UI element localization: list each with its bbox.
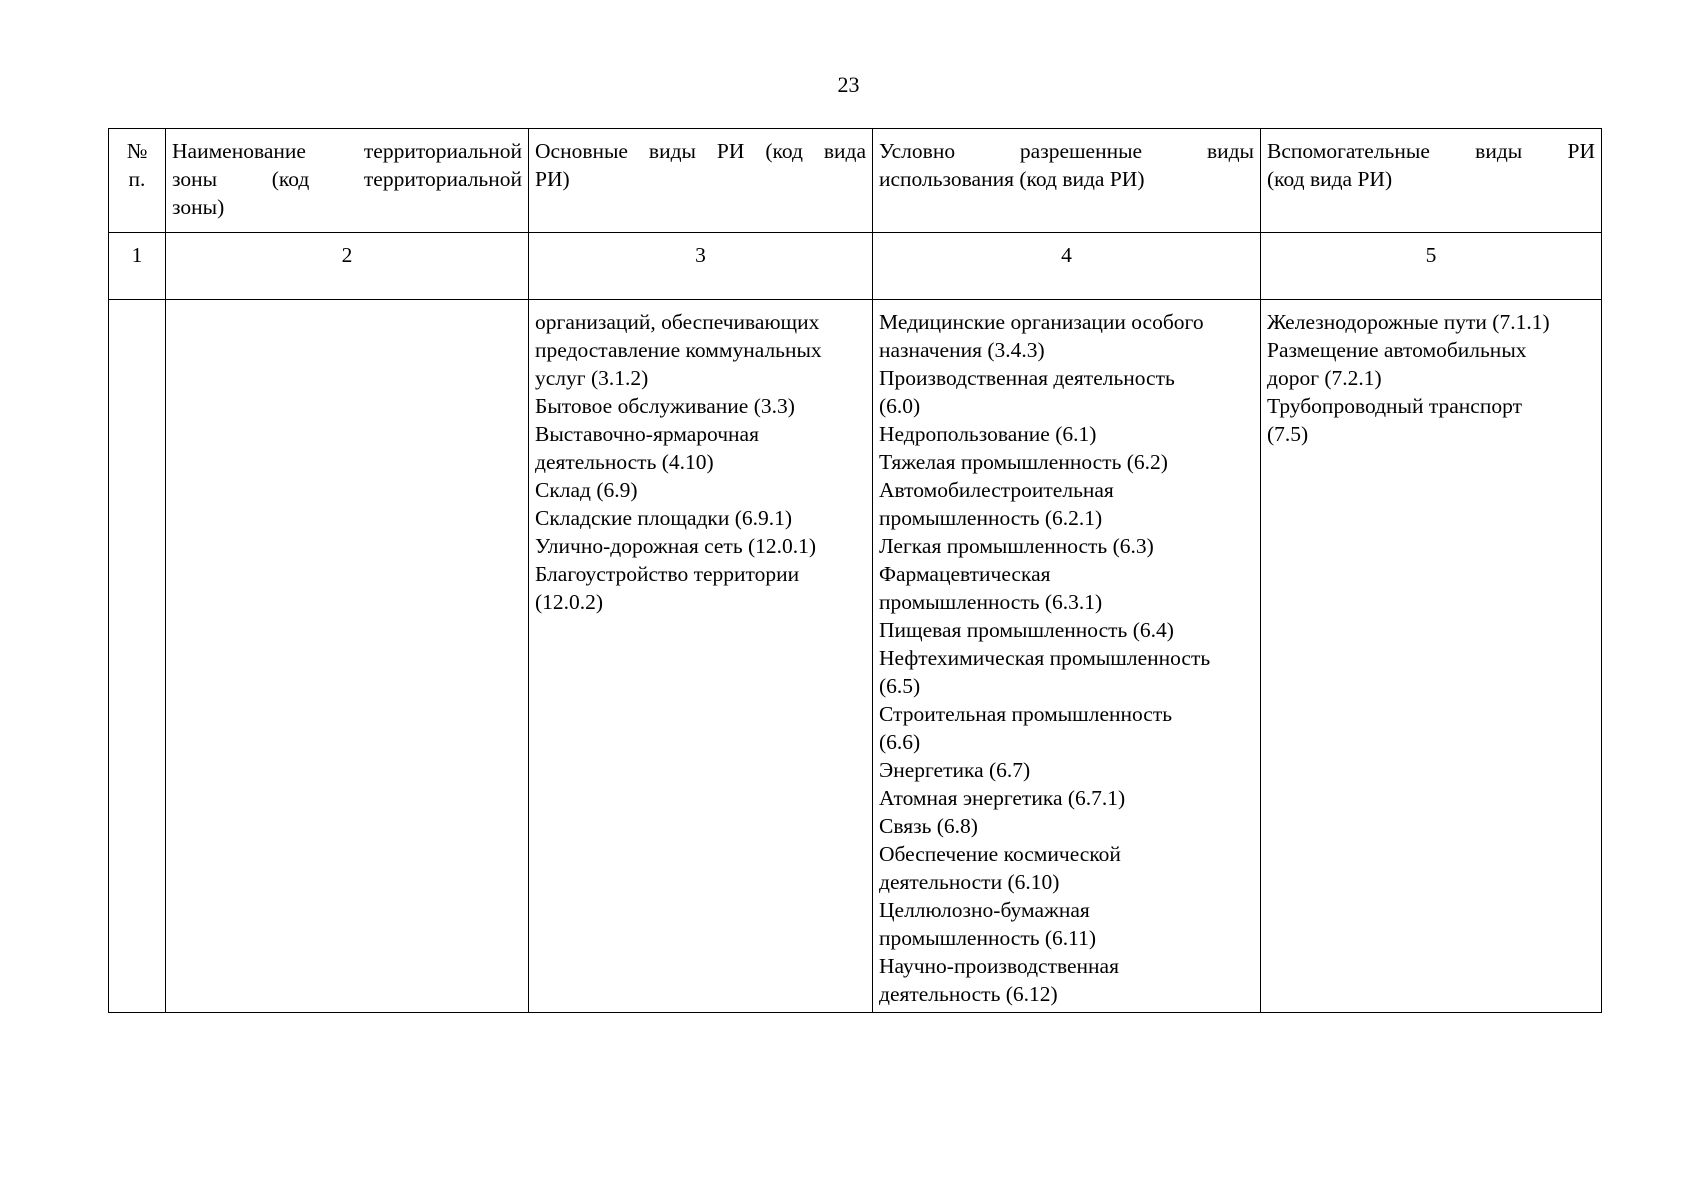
header-col-main-uses <box>529 129 873 233</box>
conditional-use-line: промышленность (6.11) <box>879 926 1097 950</box>
zone-name-cell <box>166 300 529 1013</box>
main-use-line: организаций, обеспечивающих <box>535 310 820 334</box>
conditional-use-line: Медицинские организации особого <box>879 310 1204 334</box>
auxiliary-use-line: дорог (7.2.1) <box>1267 366 1382 390</box>
conditional-use-line: Тяжелая промышленность (6.2) <box>879 450 1168 474</box>
conditional-use-line: назначения (3.4.3) <box>879 338 1045 362</box>
conditional-use-line: Атомная энергетика (6.7.1) <box>879 786 1126 810</box>
zoning-table <box>108 128 1602 1013</box>
header-col-zone-name <box>166 129 529 233</box>
header-col-zone-name-line: зоны) <box>172 195 225 219</box>
main-use-line: предоставление коммунальных <box>535 338 822 362</box>
conditional-use-line: деятельность (6.12) <box>879 982 1058 1006</box>
column-number-cell: 3 <box>529 233 873 300</box>
table-header-row <box>109 129 1602 233</box>
table-column-numbers-row <box>109 233 1602 300</box>
main-use-line: Улично-дорожная сеть (12.0.1) <box>535 534 817 558</box>
conditional-use-line: Целлюлозно-бумажная <box>879 898 1090 922</box>
auxiliary-use-line: Трубопроводный транспорт <box>1267 394 1522 418</box>
column-number-cell: 1 <box>109 233 166 300</box>
conditional-use-line: Автомобилестроительная <box>879 478 1114 502</box>
header-col-number-line: № <box>126 139 148 163</box>
conditional-use-line: (6.0) <box>879 394 921 418</box>
page-number: 23 <box>837 72 860 97</box>
main-use-line: Складские площадки (6.9.1) <box>535 506 793 530</box>
conditional-use-line: Энергетика (6.7) <box>879 758 1031 782</box>
conditional-use-line: (6.5) <box>879 674 921 698</box>
header-col-auxiliary-uses <box>1261 129 1602 233</box>
main-uses-cell <box>529 300 873 1013</box>
header-col-zone-name-line: зоны (код территориальной <box>172 167 522 191</box>
main-use-line: услуг (3.1.2) <box>535 366 649 390</box>
column-number-cell: 5 <box>1261 233 1602 300</box>
conditional-use-line: Научно-производственная <box>879 954 1119 978</box>
conditional-use-line: (6.6) <box>879 730 921 754</box>
conditional-use-line: деятельности (6.10) <box>879 870 1060 894</box>
auxiliary-uses-cell <box>1261 300 1602 1013</box>
auxiliary-use-line: (7.5) <box>1267 422 1309 446</box>
column-number-cell: 2 <box>166 233 529 300</box>
conditional-uses-cell <box>873 300 1261 1013</box>
conditional-use-line: промышленность (6.2.1) <box>879 506 1103 530</box>
column-number-cell: 4 <box>873 233 1261 300</box>
main-use-line: Благоустройство территории <box>535 562 800 586</box>
conditional-use-line: Обеспечение космической <box>879 842 1121 866</box>
conditional-use-line: Нефтехимическая промышленность <box>879 646 1211 670</box>
main-use-line: Выставочно-ярмарочная <box>535 422 759 446</box>
main-use-line: Склад (6.9) <box>535 478 638 502</box>
header-col-zone-name-line: Наименование территориальной <box>172 139 522 163</box>
auxiliary-use-line: Размещение автомобильных <box>1267 338 1527 362</box>
header-col-conditional-uses-line: Условно разрешенные виды <box>879 139 1254 163</box>
header-col-conditional-uses-line: использования (код вида РИ) <box>879 167 1145 191</box>
header-col-main-uses-line: РИ) <box>535 167 570 191</box>
conditional-use-line: Легкая промышленность (6.3) <box>879 534 1154 558</box>
header-col-main-uses-line: Основные виды РИ (код вида <box>535 139 866 163</box>
auxiliary-use-line: Железнодорожные пути (7.1.1) <box>1267 310 1550 334</box>
conditional-use-line: Производственная деятельность <box>879 366 1175 390</box>
conditional-use-line: Недропользование (6.1) <box>879 422 1097 446</box>
header-col-auxiliary-uses-line: (код вида РИ) <box>1267 167 1393 191</box>
header-col-auxiliary-uses-line: Вспомогательные виды РИ <box>1267 139 1595 163</box>
header-col-conditional-uses <box>873 129 1261 233</box>
header-col-number-line: п. <box>128 167 146 191</box>
conditional-use-line: промышленность (6.3.1) <box>879 590 1103 614</box>
row-number-cell <box>109 300 166 1013</box>
conditional-use-line: Связь (6.8) <box>879 814 978 838</box>
header-col-number <box>109 129 166 233</box>
main-use-line: (12.0.2) <box>535 590 604 614</box>
conditional-use-line: Фармацевтическая <box>879 562 1051 586</box>
main-use-line: Бытовое обслуживание (3.3) <box>535 394 795 418</box>
conditional-use-line: Пищевая промышленность (6.4) <box>879 618 1174 642</box>
conditional-use-line: Строительная промышленность <box>879 702 1173 726</box>
main-use-line: деятельность (4.10) <box>535 450 714 474</box>
table-row <box>109 300 1602 1013</box>
